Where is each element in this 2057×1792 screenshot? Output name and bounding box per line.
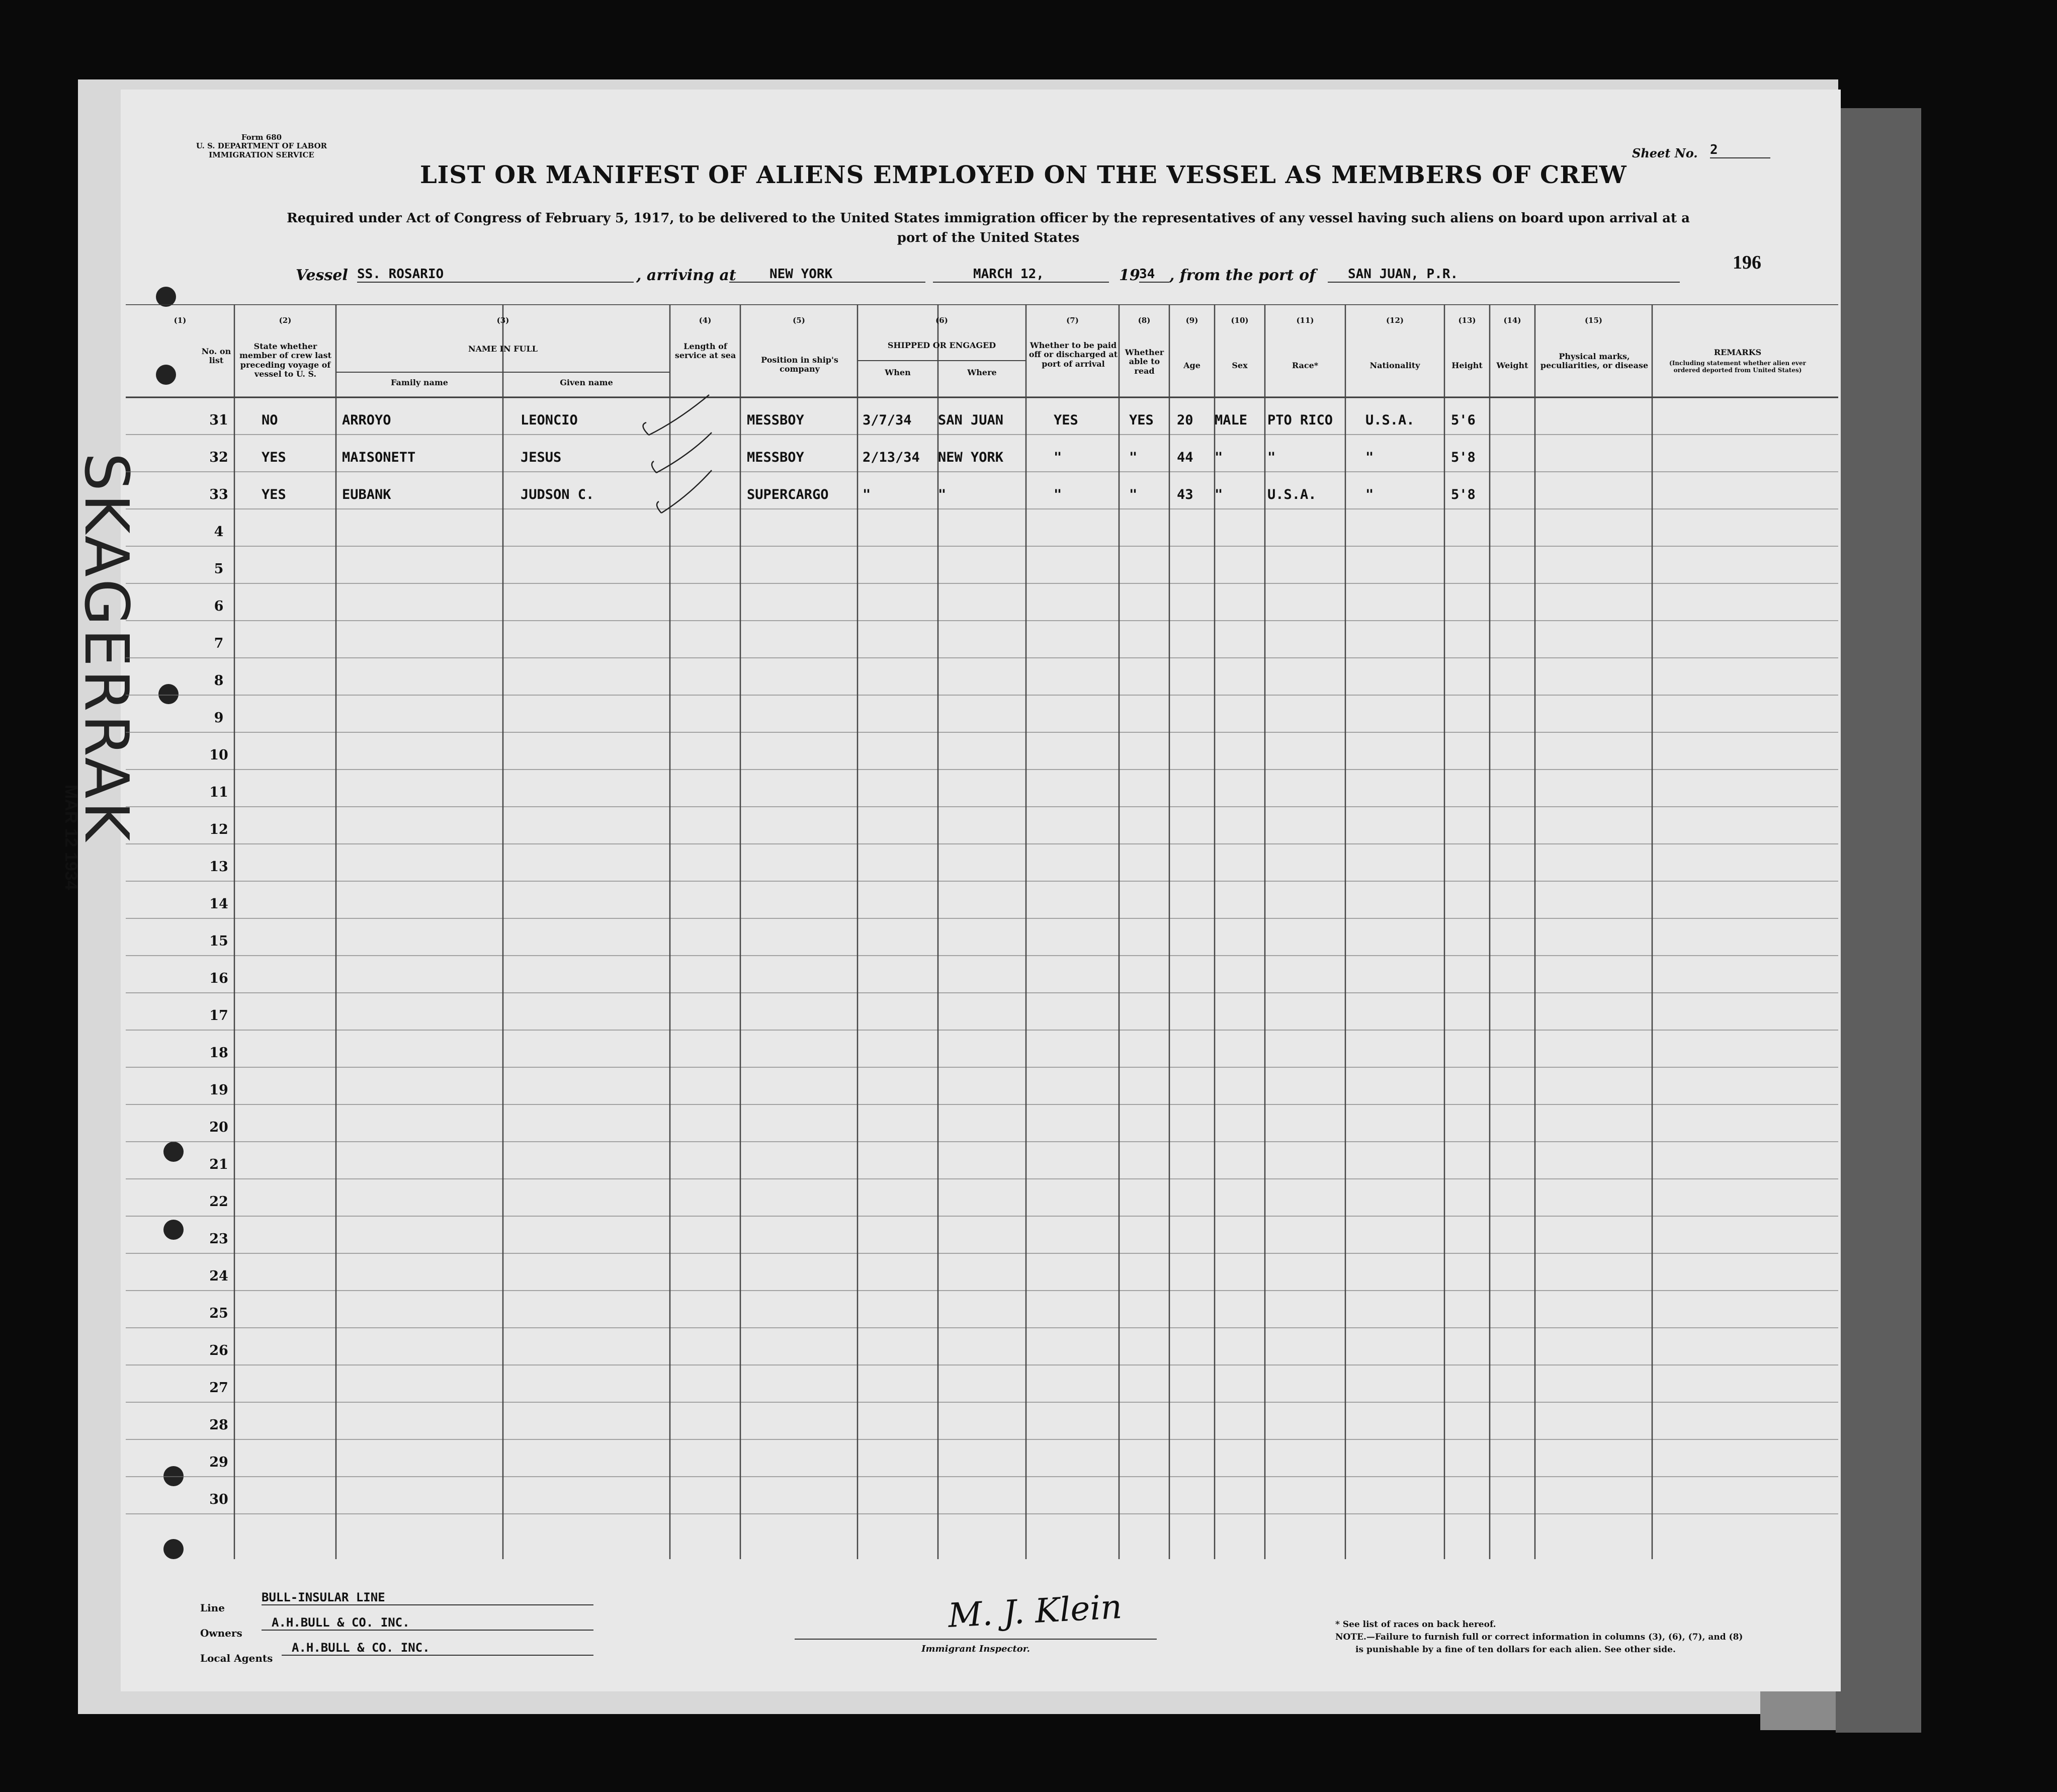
- form-identifier: [184, 133, 339, 159]
- service-name: IMMIGRATION SERVICE: [209, 150, 314, 159]
- header-position: Position in ship's company: [761, 355, 838, 374]
- margin-stamp: SKAGERRAK: [71, 453, 141, 844]
- row-33-position: SUPERCARGO: [747, 487, 829, 502]
- row-number: 14: [209, 896, 228, 912]
- vessel-label: Vessel: [296, 267, 348, 284]
- subtitle-line-1: Required under Act of Congress of February 5, 1917, to be delivered to the United States immigration officer by the representatives of any vessel having such aliens on board upon arrival at a: [287, 211, 1690, 226]
- col-num-4: (4): [699, 316, 712, 325]
- page-stamp-number: 196: [1733, 252, 1761, 273]
- row-number: 8: [214, 673, 224, 689]
- department-name: U. S. DEPARTMENT OF LABOR: [196, 141, 327, 151]
- row-33-nationality: ": [1365, 487, 1374, 502]
- row-31-family: ARROYO: [342, 412, 391, 428]
- fine-note: is punishable by a fine of ten dollars for each alien. See other side.: [1355, 1645, 1676, 1655]
- row-number: 18: [209, 1045, 228, 1061]
- row-32-given: JESUS: [521, 450, 562, 465]
- row-33-family: EUBANK: [342, 487, 391, 502]
- header-given-name: Given name: [560, 378, 613, 387]
- row-number: 19: [209, 1082, 228, 1098]
- background-strip-dark: [1836, 108, 1921, 1733]
- row-32-when: 2/13/34: [863, 450, 920, 465]
- row-number: 29: [209, 1455, 228, 1470]
- row-33-height: 5'8: [1451, 487, 1476, 502]
- row-number: 9: [214, 710, 224, 726]
- col-num-1: (1): [174, 316, 187, 325]
- sheet-number: 2: [1710, 142, 1770, 158]
- col-num-12: (12): [1386, 316, 1404, 325]
- row-number: 11: [209, 785, 228, 800]
- row-number: 7: [214, 636, 224, 651]
- col-num-9: (9): [1185, 316, 1198, 325]
- row-33-age: 43: [1177, 487, 1193, 502]
- row-33-where: ": [938, 487, 947, 502]
- arriving-port: NEW YORK: [729, 267, 925, 283]
- row-33-when: ": [863, 487, 871, 502]
- from-port-label: , from the port of: [1169, 267, 1316, 284]
- row-33-given: JUDSON C.: [521, 487, 594, 502]
- row-number: 17: [209, 1008, 228, 1023]
- row-number: 6: [214, 599, 224, 614]
- owners-label: Owners: [200, 1627, 242, 1639]
- row-33-sex: ": [1215, 487, 1223, 502]
- header-race: Race*: [1292, 361, 1319, 370]
- col-num-3: (3): [496, 316, 509, 325]
- col-num-14: (14): [1503, 316, 1521, 325]
- row-number: 21: [209, 1157, 228, 1172]
- header-length-of-service: Length of service at sea: [674, 342, 736, 361]
- header-age: Age: [1183, 361, 1201, 370]
- row-31-where: SAN JUAN: [938, 412, 1004, 428]
- row-32-height: 5'8: [1451, 450, 1476, 465]
- row-number: 4: [214, 524, 224, 540]
- subtitle-line-2: port of the United States: [897, 230, 1080, 245]
- row-31-read: YES: [1129, 412, 1154, 428]
- header-when: When: [885, 368, 911, 377]
- row-31-paid: YES: [1054, 412, 1078, 428]
- vessel-name: SS. ROSARIO: [357, 267, 634, 283]
- row-31-nationality: U.S.A.: [1365, 412, 1415, 428]
- row-31-given: LEONCIO: [521, 412, 578, 428]
- shipping-line: BULL-INSULAR LINE: [262, 1590, 593, 1605]
- row-32-where: NEW YORK: [938, 450, 1004, 465]
- col-num-5: (5): [793, 316, 805, 325]
- row-33-no: 33: [209, 487, 228, 502]
- header-nationality: Nationality: [1369, 361, 1420, 370]
- row-31-prev: NO: [262, 412, 278, 428]
- row-33-paid: ": [1054, 487, 1062, 502]
- row-number: 10: [209, 747, 228, 763]
- row-number: 20: [209, 1120, 228, 1135]
- row-31-when: 3/7/34: [863, 412, 912, 428]
- year-prefix: 19: [1119, 267, 1140, 284]
- row-32-paid: ": [1054, 450, 1062, 465]
- arrival-date: MARCH 12,: [933, 267, 1109, 283]
- row-31-sex: MALE: [1215, 412, 1248, 428]
- row-number: 5: [214, 561, 224, 577]
- header-able-to-read: Whether able to read: [1125, 348, 1164, 376]
- header-no-on-list: No. on list: [201, 347, 231, 366]
- row-32-sex: ": [1215, 450, 1223, 465]
- row-number: 16: [209, 971, 228, 986]
- departure-port: SAN JUAN, P.R.: [1328, 267, 1680, 283]
- header-weight: Weight: [1496, 361, 1528, 370]
- page-subtitle: [191, 209, 1785, 248]
- header-family-name: Family name: [391, 378, 448, 387]
- header-where: Where: [967, 368, 997, 377]
- header-remarks-note: (Including statement whether alien ever ordered deported from United States): [1669, 360, 1806, 374]
- header-previous-voyage: State whether member of crew last preceding voyage of vessel to U. S.: [239, 342, 332, 379]
- row-number: 26: [209, 1343, 228, 1358]
- header-paid-off: Whether to be paid off or discharged at port of arrival: [1028, 340, 1118, 369]
- row-32-age: 44: [1177, 450, 1193, 465]
- col-num-10: (10): [1231, 316, 1249, 325]
- sheet-label: Sheet No.: [1632, 146, 1698, 160]
- header-shipped-engaged: SHIPPED OR ENGAGED: [887, 340, 996, 350]
- col-num-15: (15): [1584, 316, 1603, 325]
- signature-line: [795, 1639, 1157, 1640]
- date-stamp: MAR 12 1934: [61, 785, 80, 890]
- row-number: 22: [209, 1194, 228, 1210]
- agents-label: Local Agents: [200, 1652, 273, 1664]
- header-height: Height: [1451, 361, 1483, 370]
- col-num-8: (8): [1138, 316, 1151, 325]
- row-32-no: 32: [209, 450, 228, 465]
- line-label: Line: [200, 1602, 225, 1614]
- row-32-nationality: ": [1365, 450, 1374, 465]
- header-physical-marks: Physical marks, peculiarities, or disease: [1540, 352, 1649, 371]
- inspector-label: Immigrant Inspector.: [921, 1644, 1030, 1654]
- punch-hole: [156, 287, 176, 307]
- row-31-age: 20: [1177, 412, 1193, 428]
- arriving-label: , arriving at: [636, 267, 736, 284]
- row-32-position: MESSBOY: [747, 450, 804, 465]
- row-number: 23: [209, 1231, 228, 1247]
- row-number: 24: [209, 1268, 228, 1284]
- header-sex: Sex: [1232, 361, 1248, 370]
- col-num-7: (7): [1066, 316, 1079, 325]
- row-number: 12: [209, 822, 228, 837]
- row-32-read: ": [1129, 450, 1138, 465]
- arrival-year: 34: [1139, 267, 1169, 283]
- local-agents: A.H.BULL & CO. INC.: [282, 1641, 593, 1656]
- header-name-in-full: NAME IN FULL: [468, 344, 538, 354]
- row-31-position: MESSBOY: [747, 412, 804, 428]
- row-number: 13: [209, 859, 228, 875]
- row-33-prev: YES: [262, 487, 286, 502]
- row-32-family: MAISONETT: [342, 450, 416, 465]
- col-num-6: (6): [935, 316, 948, 325]
- row-number: 30: [209, 1492, 228, 1507]
- row-number: 15: [209, 933, 228, 949]
- page-title: LIST OR MANIFEST OF ALIENS EMPLOYED ON THE VESSEL AS MEMBERS OF CREW: [420, 161, 1627, 189]
- failure-note: NOTE.—Failure to furnish full or correct information in columns (3), (6), (7), and (8): [1335, 1632, 1743, 1642]
- col-num-11: (11): [1296, 316, 1314, 325]
- row-33-race: U.S.A.: [1267, 487, 1317, 502]
- row-number: 27: [209, 1380, 228, 1396]
- row-31-height: 5'6: [1451, 412, 1476, 428]
- inspector-signature: M. J. Klein: [947, 1587, 1123, 1635]
- form-number: Form 680: [241, 133, 282, 142]
- row-32-race: ": [1267, 450, 1276, 465]
- owners: A.H.BULL & CO. INC.: [262, 1615, 593, 1631]
- col-num-2: (2): [279, 316, 292, 325]
- row-number: 25: [209, 1306, 228, 1321]
- header-remarks: REMARKS: [1713, 348, 1762, 357]
- col-num-13: (13): [1458, 316, 1476, 325]
- row-31-no: 31: [209, 412, 228, 428]
- row-33-read: ": [1129, 487, 1138, 502]
- row-31-race: PTO RICO: [1267, 412, 1333, 428]
- row-32-prev: YES: [262, 450, 286, 465]
- races-note: * See list of races on back hereof.: [1335, 1619, 1496, 1630]
- row-number: 28: [209, 1417, 228, 1433]
